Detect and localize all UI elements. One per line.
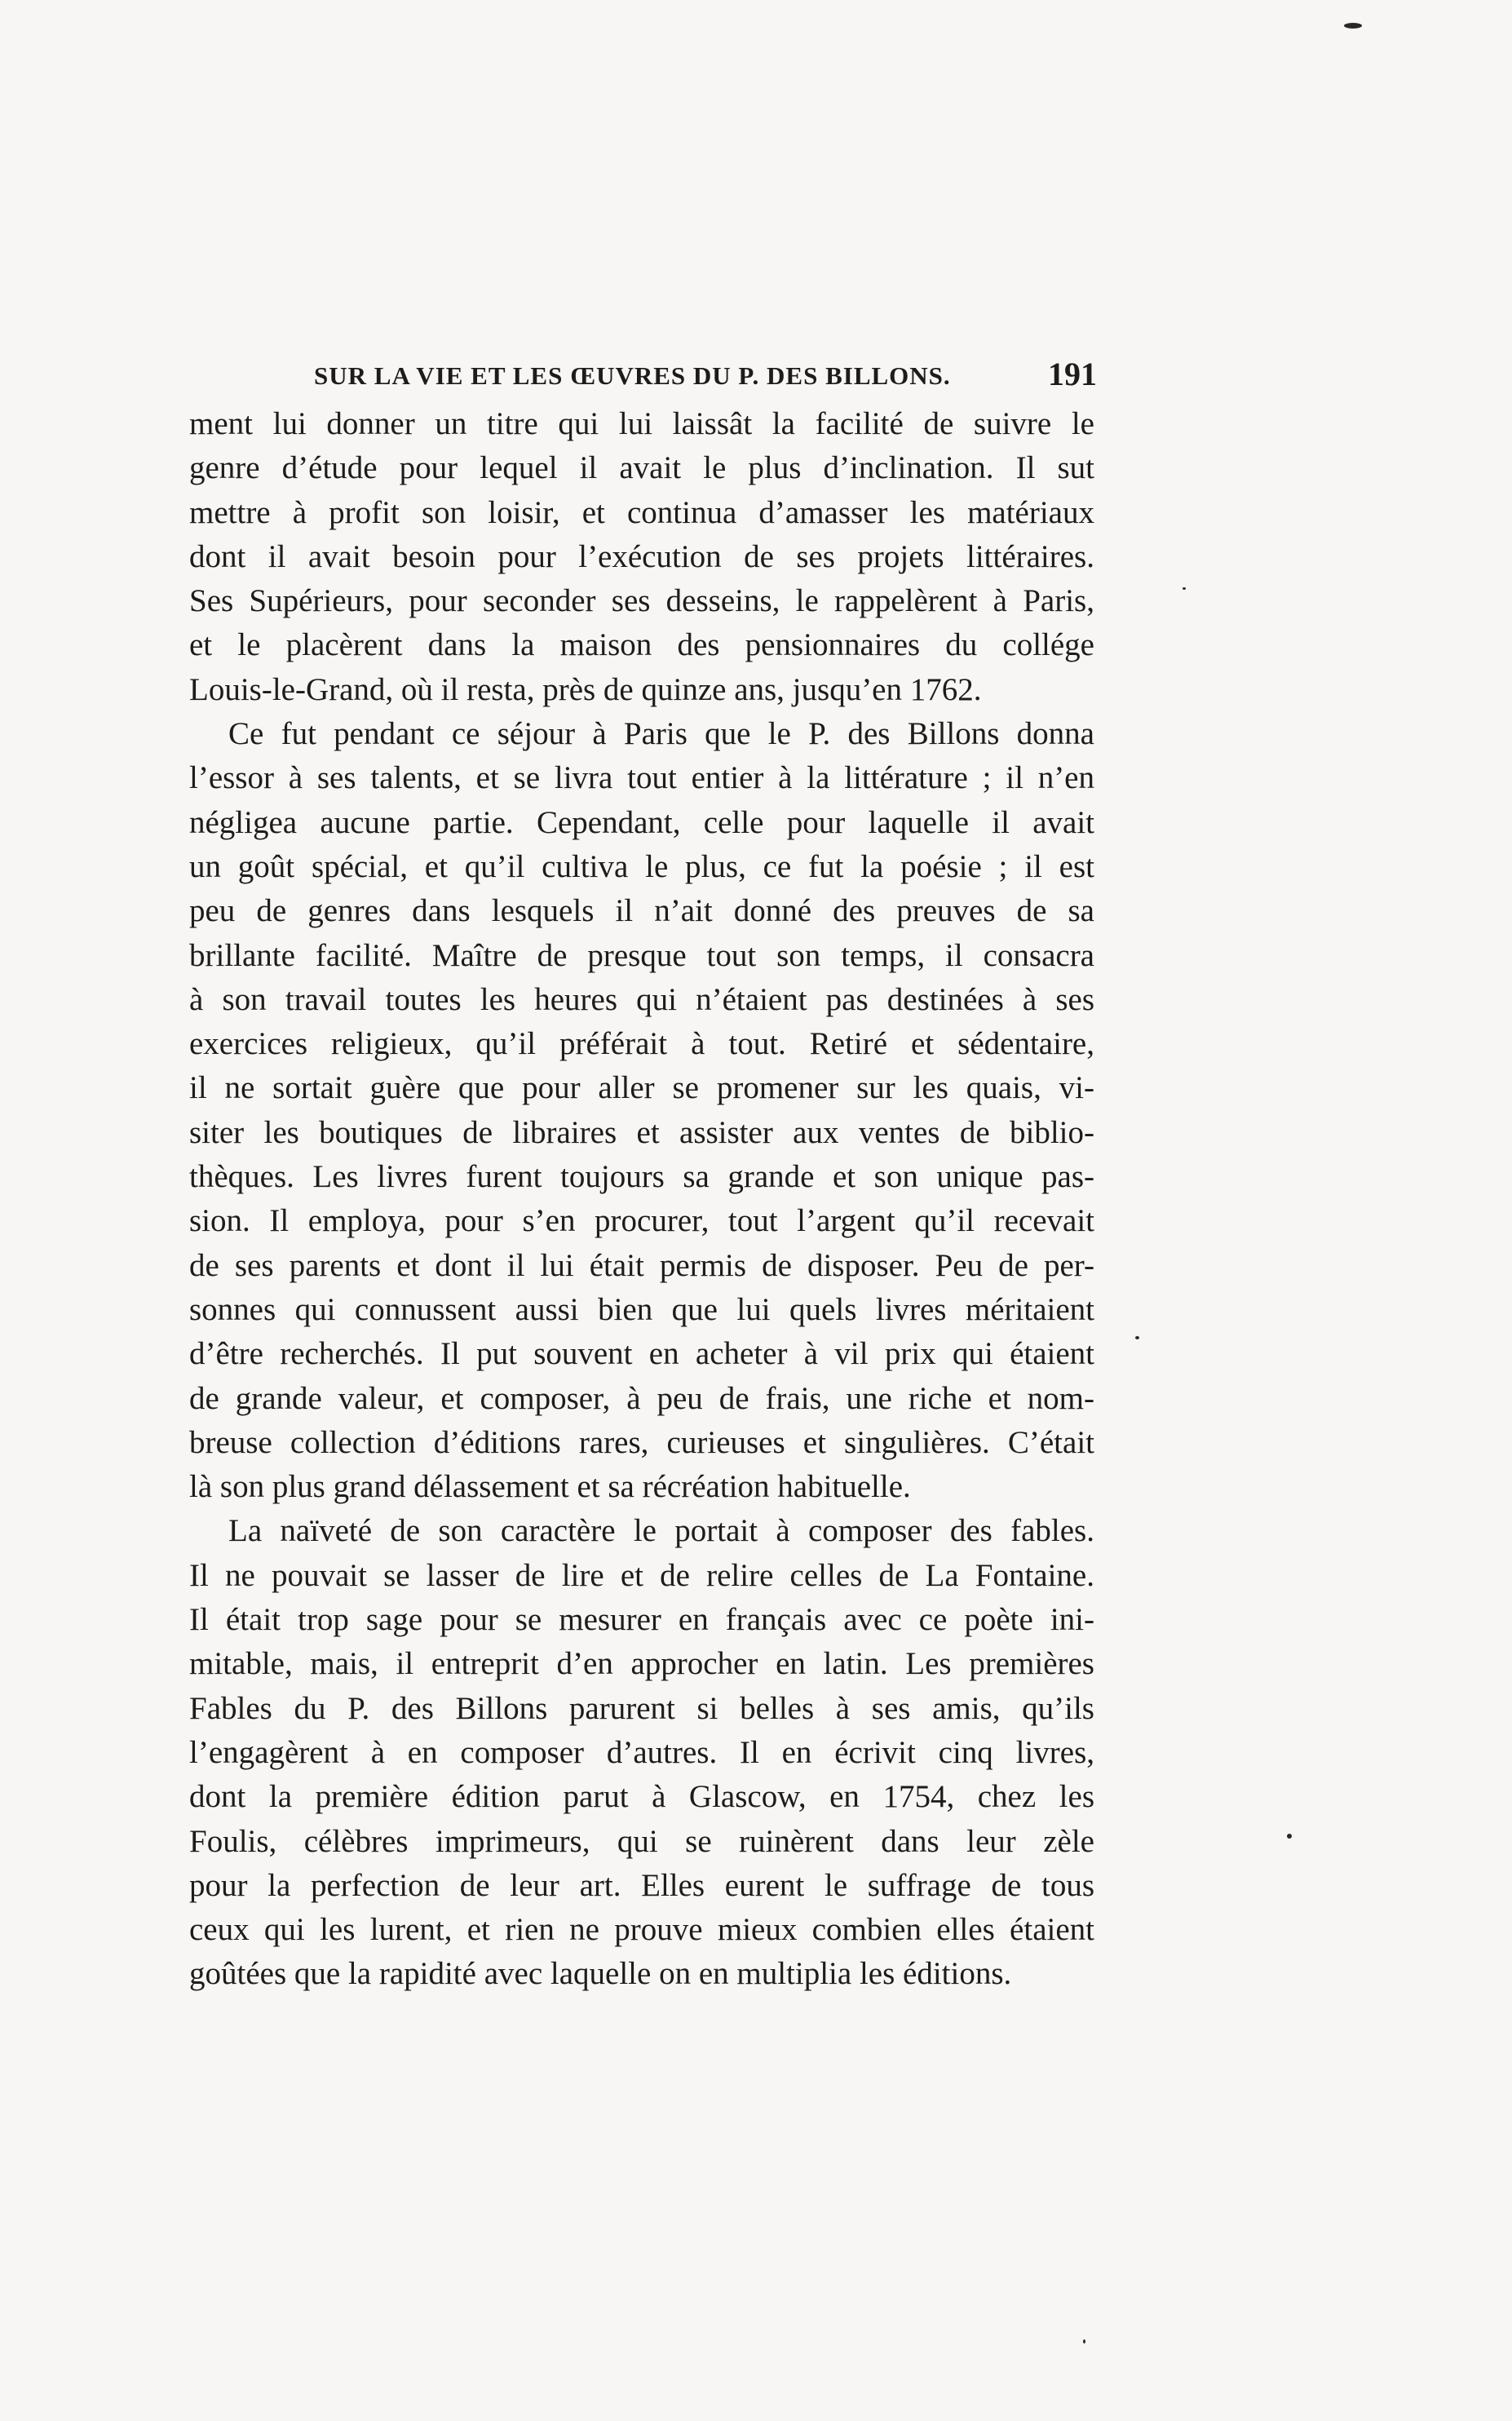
text-line: négligea aucune partie. Cependant, celle pour laquelle il avait — [189, 804, 1094, 840]
paragraph-2 — [189, 712, 1094, 1509]
text-line: mettre à profit son loisir, et continua d’amasser les matériaux — [189, 494, 1094, 530]
scan-speck — [1135, 1336, 1139, 1339]
text-line: Il ne pouvait se lasser de lire et de relire celles de La Fontaine. — [189, 1557, 1094, 1593]
text-line: de grande valeur, et composer, à peu de frais, une riche et nom- — [189, 1380, 1094, 1416]
text-line: goûtées que la rapidité avec laquelle on en multiplia les éditions. — [189, 1956, 1012, 1992]
text-line: Ce fut pendant ce séjour à Paris que le P. des Billons donna — [228, 716, 1094, 752]
text-line: l’essor à ses talents, et se livra tout entier à la littérature ; il n’en — [189, 760, 1094, 796]
text-line: de ses parents et dont il lui était permis de disposer. Peu de per- — [189, 1247, 1094, 1283]
scan-speck — [1344, 23, 1362, 29]
text-line: là son plus grand délassement et sa récréation habituelle. — [189, 1469, 911, 1505]
running-title: SUR LA VIE ET LES ŒUVRES DU P. DES BILLONS. — [314, 361, 951, 390]
scan-speck — [1287, 1834, 1292, 1839]
text-line: l’engagèrent à en composer d’autres. Il en écrivit cinq livres, — [189, 1734, 1094, 1770]
text-line: breuse collection d’éditions rares, curieuses et singulières. C’était — [189, 1424, 1094, 1460]
text-line: il ne sortait guère que pour aller se promener sur les quais, vi- — [189, 1070, 1094, 1106]
paragraph-3 — [189, 1509, 1094, 1996]
text-line: ceux qui les lurent, et rien ne prouve mieux combien elles étaient — [189, 1912, 1094, 1948]
text-line: peu de genres dans lesquels il n’ait donné des preuves de sa — [189, 893, 1094, 929]
text-line: dont il avait besoin pour l’exécution de ses projets littéraires. — [189, 538, 1094, 574]
text-line: sion. Il employa, pour s’en procurer, tout l’argent qu’il recevait — [189, 1203, 1094, 1239]
page-header — [314, 355, 1097, 396]
page-number: 191 — [1048, 356, 1097, 392]
text-line: genre d’étude pour lequel il avait le plus d’inclination. Il sut — [189, 450, 1094, 486]
scan-speck — [1183, 587, 1186, 590]
body-text — [189, 402, 1094, 1997]
scan-speck — [1083, 2339, 1085, 2344]
text-line: d’être recherchés. Il put souvent en acheter à vil prix qui étaient — [189, 1336, 1094, 1372]
text-line: et le placèrent dans la maison des pensionnaires du collége — [189, 627, 1094, 663]
text-line: Foulis, célèbres imprimeurs, qui se ruinèrent dans leur zèle — [189, 1823, 1094, 1859]
paragraph-1 — [189, 402, 1094, 712]
text-line: un goût spécial, et qu’il cultiva le plus, ce fut la poésie ; il est — [189, 848, 1094, 884]
text-line: thèques. Les livres furent toujours sa grande et son unique pas- — [189, 1159, 1094, 1195]
text-line: exercices religieux, qu’il préférait à tout. Retiré et sédentaire, — [189, 1026, 1094, 1062]
text-line: à son travail toutes les heures qui n’étaient pas destinées à ses — [189, 981, 1094, 1017]
text-line: La naïveté de son caractère le portait à composer des fables. — [228, 1513, 1094, 1549]
text-line: Fables du P. des Billons parurent si belles à ses amis, qu’ils — [189, 1690, 1094, 1726]
text-line: ment lui donner un titre qui lui laissât la facilité de suivre le — [189, 406, 1094, 441]
text-line: Ses Supérieurs, pour seconder ses desseins, le rappelèrent à Paris, — [189, 583, 1094, 619]
text-line: siter les boutiques de libraires et assister aux ventes de biblio- — [189, 1114, 1094, 1150]
text-line: mitable, mais, il entreprit d’en approcher en latin. Les premières — [189, 1646, 1094, 1682]
text-line: brillante facilité. Maître de presque tout son temps, il consacra — [189, 937, 1094, 973]
text-line: pour la perfection de leur art. Elles eurent le suffrage de tous — [189, 1867, 1094, 1903]
text-line: sonnes qui connussent aussi bien que lui quels livres méritaient — [189, 1291, 1094, 1327]
text-line: Il était trop sage pour se mesurer en français avec ce poète ini- — [189, 1602, 1094, 1638]
text-line: dont la première édition parut à Glascow, en 1754, chez les — [189, 1779, 1094, 1815]
text-line: Louis-le-Grand, où il resta, près de quinze ans, jusqu’en 1762. — [189, 671, 982, 707]
